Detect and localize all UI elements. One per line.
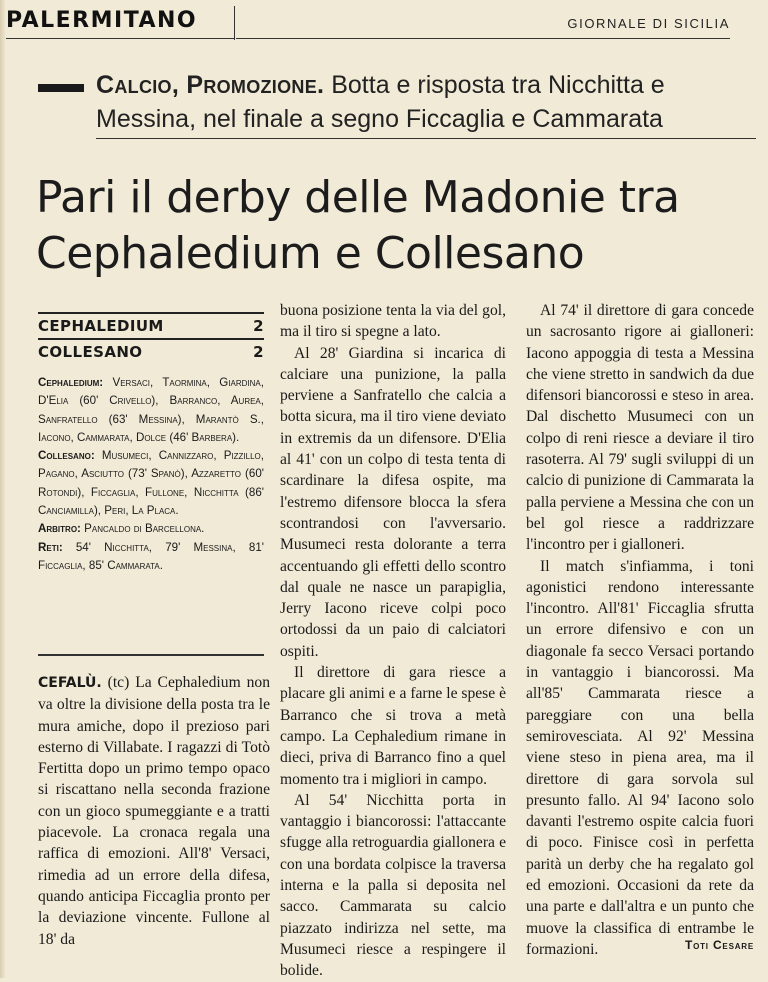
goals-label: Reti:: [38, 540, 63, 554]
referee-name: Pancaldo di Barcellona.: [84, 522, 205, 536]
header-rule-left: [6, 38, 234, 39]
lineup-home: [38, 374, 264, 447]
team-name: CEPHALEDIUM: [38, 317, 164, 335]
article-paragraph: Il match s'infiamma, i toni agonistici rendono interessante l'incontro. All'81' Ficcaglia sfrutta un errore difensivo e con un diagonale fa secco Versaci portando in vantaggio i biancorossi. Ma all'85' Cammarata riesce a pareggiare con una bella semirovesciata. Al 92' Messina viene steso in piena area, ma il direttore di gara sorvola sul presunto fallo. Al 94' Iacono solo davanti l'estremo ospite calcia fuori di poco. Finisce così in perfetta parità un derby che ha regalato gol ed emozioni. Occasioni da rete da una parte e dall'altra e un punto che muove la classifica di entrambe le formazioni.: [526, 557, 754, 958]
goals-list: 54' Nicchitta, 79' Messina, 81' Ficcaglia, 85' Cammarata.: [38, 540, 264, 572]
goals: [38, 539, 264, 576]
score-row-home: [38, 312, 264, 338]
paragraph-text: (tc) La Cephaledium non va oltre la divisione della posta tra le mura amiche, dopo il prezioso pari esterno di Villabate. I ragazzi di Totò Fertitta dopo un primo tempo opaco si riscattano nella seconda frazione con un gioco spumeggiante e a tratti piacevole. La cronaca regala una raffica di emozioni. All'8' Versaci, rimedia ad un errore della difesa, quando anticipa Ficcaglia pronto per la deviazione vincente. Fullone al 18' da: [38, 674, 270, 948]
paper-edge-shadow: [0, 0, 6, 978]
score-row-away: [38, 338, 264, 364]
section-title: PALERMITANO: [6, 8, 198, 33]
article-column-3: [526, 300, 754, 960]
article-paragraph: Al 28' Giardina si incarica di calciare una punizione, la palla perviene a Sanfratello che calcia a botta sicura, ma il tiro viene deviato in extremis da un difensore. D'Elia al 41' con un colpo di testa tenta di scardinare la difesa ospite, ma l'estremo difensore blocca la sfera scontrandosi con l'avversario. Musumeci resta dolorante a terra accentuando gli effetti dello scontro dal quale ne nasce un parapiglia, Jerry Iacono riceve colpi poco ortodossi da un paio di calciatori ospiti.: [280, 344, 506, 660]
box-separator: [38, 654, 264, 656]
referee-label: Arbitro:: [38, 522, 81, 536]
article-paragraph: Il direttore di gara riesce a placare gli animi e a farne le spese è Barranco che si trova a metà campo. La Cephaledium rimane in dieci, priva di Barranco fino a quel momento tra i migliori in campo.: [280, 664, 506, 788]
team-name: COLLESANO: [38, 343, 143, 361]
dateline: CEFALÙ.: [38, 675, 102, 691]
article-paragraph: Al 74' il direttore di gara concede un sacrosanto rigore ai gialloneri: Iacono appoggia di testa a Messina che viene stretto in sandwich da due difensori biancorossi e steso in area. Dal dischetto Musumeci con un colpo di reni riesce a deviare il tiro rasoterra. Al 79' sugli sviluppi di un calcio di punizione di Cammarata la palla perviene a Messina che con un bel gol riesce a raddrizzare l'incontro per i gialloneri.: [526, 302, 754, 554]
article-paragraph: Al 54' Nicchitta porta in vantaggio i biancorossi: l'attaccante sfugge alla retroguardia giallonera e con una bordata colpisce la traversa interna e la palla si deposita nel sacco. Cammarata su calcio piazzato indirizza nel sette, ma Musumeci riesce a respingere il bolide.: [280, 791, 506, 980]
kicker-rule: [96, 138, 756, 139]
match-box: [38, 312, 264, 575]
kicker-text: Botta e risposta tra Nicchitta e Messina, nel finale a segno Ficcaglia e Cammarata: [96, 71, 665, 133]
referee: [38, 520, 264, 538]
team-score: 2: [253, 343, 264, 361]
kicker-category: Calcio, Promozione.: [96, 71, 325, 99]
lineups: [38, 374, 264, 575]
lineup-away-label: Collesano:: [38, 449, 95, 463]
lineup-away: [38, 447, 264, 520]
header-rule-right: [236, 38, 730, 39]
article-column-1: [38, 672, 270, 950]
team-score: 2: [253, 317, 264, 335]
lineup-away-players: Musumeci, Cannizzaro, Pizzillo, Pagano, Asciutto (73' Spanò), Azzaretto (60' Rotondi), Ficcaglia, Fullone, Nicchitta (86' Canciamilla), Peri, La Placa.: [38, 449, 264, 518]
kicker: [96, 68, 756, 136]
newspaper-name: GIORNALE DI SICILIA: [567, 16, 730, 31]
kicker-bar: [38, 84, 84, 92]
article-paragraph: buona posizione tenta la via del gol, ma il tiro si spegne a lato.: [280, 302, 506, 341]
byline: Toti Cesare: [684, 938, 754, 952]
lineup-home-label: Cephaledium:: [38, 376, 104, 389]
lineup-home-players: Versaci, Taormina, Giardina, D'Elia (60' Crivello), Barranco, Aurea, Sanfratello (63' Messina), Marantò S., Iacono, Cammarata, Dolce (46' Barbera).: [38, 376, 264, 444]
headline: Pari il derby delle Madonie tra Cephaledium e Collesano: [36, 172, 680, 279]
article-column-2: [280, 300, 506, 982]
header-divider: [234, 6, 235, 40]
article-paragraph: [38, 672, 270, 950]
